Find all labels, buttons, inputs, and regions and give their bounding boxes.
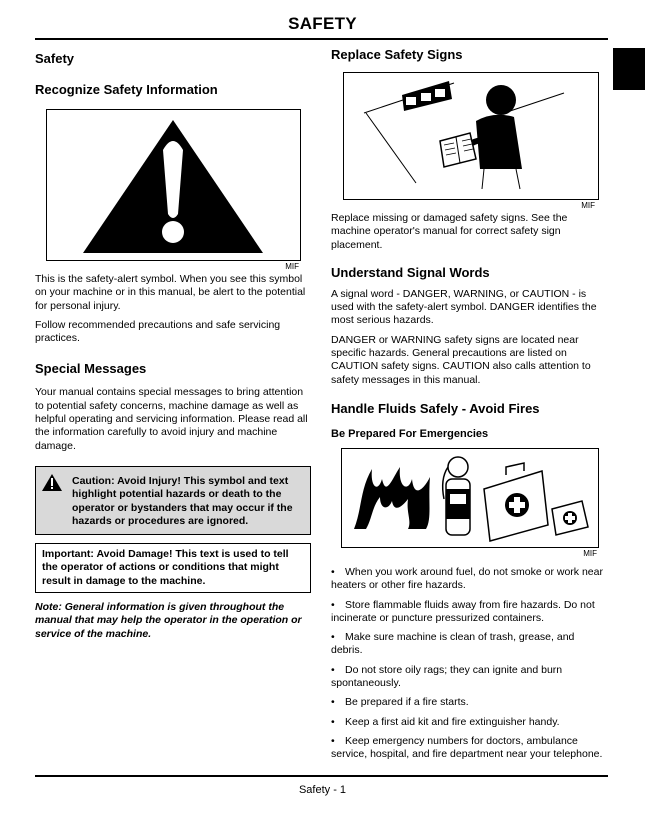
- special-messages-heading: Special Messages: [35, 361, 147, 377]
- list-item: • Store flammable fluids away from fire hazards. Do not incinerate or puncture pressurized containers.: [331, 598, 595, 624]
- bullet-marker: •: [331, 598, 335, 611]
- signal-words-heading: Understand Signal Words: [331, 264, 490, 280]
- caution-callout: [35, 466, 311, 535]
- fire-emergency-figure: [341, 448, 599, 548]
- bullet-marker: •: [331, 734, 335, 747]
- bullet-marker: •: [331, 631, 335, 644]
- bullet-marker: •: [331, 565, 335, 578]
- list-item: • When you work around fuel, do not smoke or work near heaters or other fire hazards.: [331, 565, 603, 592]
- bullet-marker: •: [331, 696, 335, 709]
- left-column: [35, 44, 311, 641]
- bullet-marker: •: [331, 715, 335, 728]
- list-item: • Make sure machine is clean of trash, grease, and debris.: [331, 631, 575, 657]
- fire-extinguisher-first-aid-icon: [342, 449, 598, 547]
- list-item: • Do not store oily rags; they can ignite and burn spontaneously.: [331, 663, 563, 690]
- list-item: • Keep a first aid kit and fire extinguisher handy.: [331, 715, 560, 728]
- recognize-paragraph-2: Follow recommended precautions and safe servicing practices.: [35, 318, 281, 345]
- list-item: • Be prepared if a fire starts.: [331, 696, 469, 709]
- footer-rule: [35, 775, 608, 777]
- bullet-marker: •: [331, 663, 335, 676]
- figure-label: MIF: [581, 201, 595, 210]
- replace-signs-heading: Replace Safety Signs: [331, 47, 463, 62]
- signal-paragraph-2: DANGER or WARNING safety signs are located near specific hazards. General precautions are listed on CAUTION safety signs. CAUTION also calls attention to safety messages in this manual.: [331, 333, 591, 386]
- list-item: • Keep emergency numbers for doctors, ambulance service, hospital, and fire department near your telephone.: [331, 734, 603, 761]
- recognize-heading: Recognize Safety Information: [35, 82, 218, 97]
- recognize-paragraph-1: This is the safety-alert symbol. When you see this symbol on your machine or in this manual, be alert to the potential for personal injury.: [35, 273, 306, 312]
- caution-text: Caution: Avoid Injury! This symbol and text highlight potential hazards or death to the operator or bystanders that may occur if the hazards or procedures are ignored.: [72, 474, 293, 527]
- safety-heading: Safety: [35, 51, 75, 66]
- replace-paragraph: Replace missing or damaged safety signs. See the machine operator's manual for correct safety sign placement.: [331, 212, 568, 251]
- note-callout: [35, 601, 311, 641]
- page-footer: Safety - 1: [298, 784, 347, 796]
- signal-paragraph-1: A signal word - DANGER, WARNING, or CAUTION - is used with the safety-alert symbol. DANGER identifies the most serious hazards.: [331, 287, 597, 327]
- right-column: [331, 44, 607, 768]
- warning-triangle-icon: [42, 474, 62, 491]
- be-prepared-heading: Be Prepared For Emergencies: [331, 427, 489, 440]
- special-paragraph: Your manual contains special messages to bring attention to potential safety concerns, machine damage as well as helpful operating and servicing information. Please read all the information carefully to avoid injury and machine damage.: [35, 386, 308, 452]
- important-text: Important: Avoid Damage! This text is used to tell the operator of actions or conditions that might result in damage to the machine.: [42, 548, 289, 587]
- fluids-heading: Handle Fluids Safely - Avoid Fires: [331, 400, 540, 416]
- person-reading-manual-icon: [344, 73, 598, 199]
- figure-label: MIF: [285, 262, 299, 271]
- fire-safety-bullet-list: [331, 566, 607, 762]
- figure-label: MIF: [583, 548, 597, 558]
- safety-alert-figure: [46, 109, 301, 261]
- section-tab-marker: [613, 48, 645, 90]
- note-text: Note: General information is given throughout the manual that may help the operator in the operation or service of the machine.: [35, 601, 302, 640]
- safety-alert-symbol-icon: [47, 110, 300, 260]
- replace-signs-figure: [343, 72, 599, 200]
- header-rule: [35, 38, 608, 40]
- important-callout: [35, 543, 311, 593]
- page-title: SAFETY: [288, 14, 357, 33]
